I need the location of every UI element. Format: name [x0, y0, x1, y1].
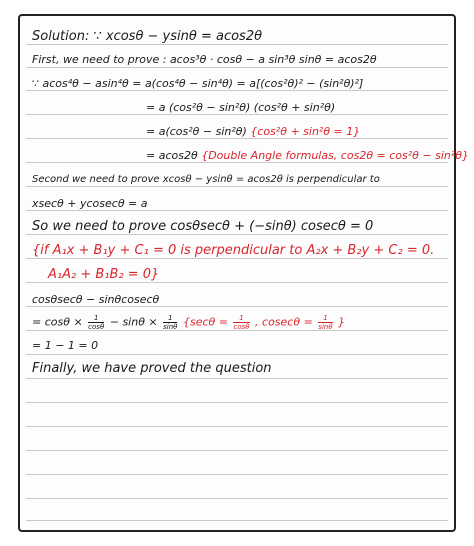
- ruled-line: [26, 426, 448, 427]
- note-fraction-one-over-sin: [318, 314, 332, 331]
- ruled-line: [26, 474, 448, 475]
- pythagorean-identity-note: {cos²θ + sin²θ = 1}: [250, 125, 361, 138]
- reciprocal-note-b: , cosecθ =: [255, 315, 313, 329]
- second-line-equation: xsecθ + ycosecθ = a: [32, 197, 148, 210]
- fraction-numerator: 1: [233, 314, 249, 323]
- result-line: = 1 − 1 = 0: [32, 339, 99, 352]
- ruled-line: [26, 450, 448, 451]
- fraction-denominator: sinθ: [318, 323, 333, 331]
- reciprocal-term-b: − sinθ ×: [109, 315, 158, 329]
- fraction-numerator: 1: [88, 314, 104, 323]
- ruled-line: [26, 67, 448, 68]
- ruled-line: [26, 520, 448, 521]
- ruled-line: [26, 282, 448, 283]
- substitution-line: cosθsecθ − sinθcosecθ: [32, 293, 160, 306]
- fraction-denominator: cosθ: [233, 323, 250, 331]
- ruled-line: [26, 402, 448, 403]
- fraction-numerator: 1: [163, 314, 177, 323]
- simplification-line: [146, 125, 360, 139]
- simplification-expression: = a(cos²θ − sin²θ): [146, 125, 247, 138]
- double-angle-result: = acos2θ: [146, 149, 198, 162]
- note-fraction-one-over-cos: [233, 314, 249, 331]
- second-step-line: Second we need to prove xcosθ − ysinθ = acos2θ is perpendicular to: [32, 174, 380, 185]
- perpendicular-formula-line: A₁A₂ + B₁B₂ = 0}: [48, 267, 160, 282]
- ruled-line: [26, 258, 448, 259]
- notebook-page: [18, 14, 470, 532]
- fraction-one-over-cos: [88, 314, 104, 331]
- fraction-one-over-sin: [163, 314, 177, 331]
- ruled-line: [26, 354, 448, 355]
- identity-expansion-line: ∵ acos⁴θ − asin⁴θ = a(cos⁴θ − sin⁴θ) = a[(cos²θ)² − (sin²θ)²]: [32, 77, 364, 90]
- double-angle-note: {Double Angle formulas, cos2θ = cos²θ − sin²θ}: [201, 149, 470, 162]
- perpendicular-condition-line: {if A₁x + B₁y + C₁ = 0 is perpendicular to A₂x + B₂y + C₂ = 0.: [32, 243, 435, 258]
- ruled-line: [26, 378, 448, 379]
- factorization-line: = a (cos²θ − sin²θ) (cos²θ + sin²θ): [146, 101, 336, 114]
- ruled-line: [26, 498, 448, 499]
- reciprocal-line: [32, 314, 345, 331]
- first-step-line: First, we need to prove : acos³θ · cosθ − a sin³θ sinθ = acos2θ: [32, 53, 377, 66]
- double-angle-line: [146, 149, 469, 163]
- fraction-numerator: 1: [318, 314, 332, 323]
- ruled-line: [26, 44, 448, 45]
- fraction-denominator: cosθ: [88, 323, 105, 331]
- reciprocal-term-a: = cosθ ×: [32, 315, 83, 329]
- fraction-denominator: sinθ: [163, 323, 178, 331]
- ruled-line: [26, 234, 448, 235]
- reciprocal-note-a: {secθ =: [182, 315, 228, 329]
- prove-statement-line: So we need to prove cosθsecθ + (−sinθ) cosecθ = 0: [32, 219, 374, 234]
- solution-heading-line: Solution: ∵ xcosθ − ysinθ = acos2θ: [32, 29, 263, 44]
- conclusion-line: Finally, we have proved the question: [32, 361, 272, 376]
- reciprocal-note-close: }: [338, 315, 346, 329]
